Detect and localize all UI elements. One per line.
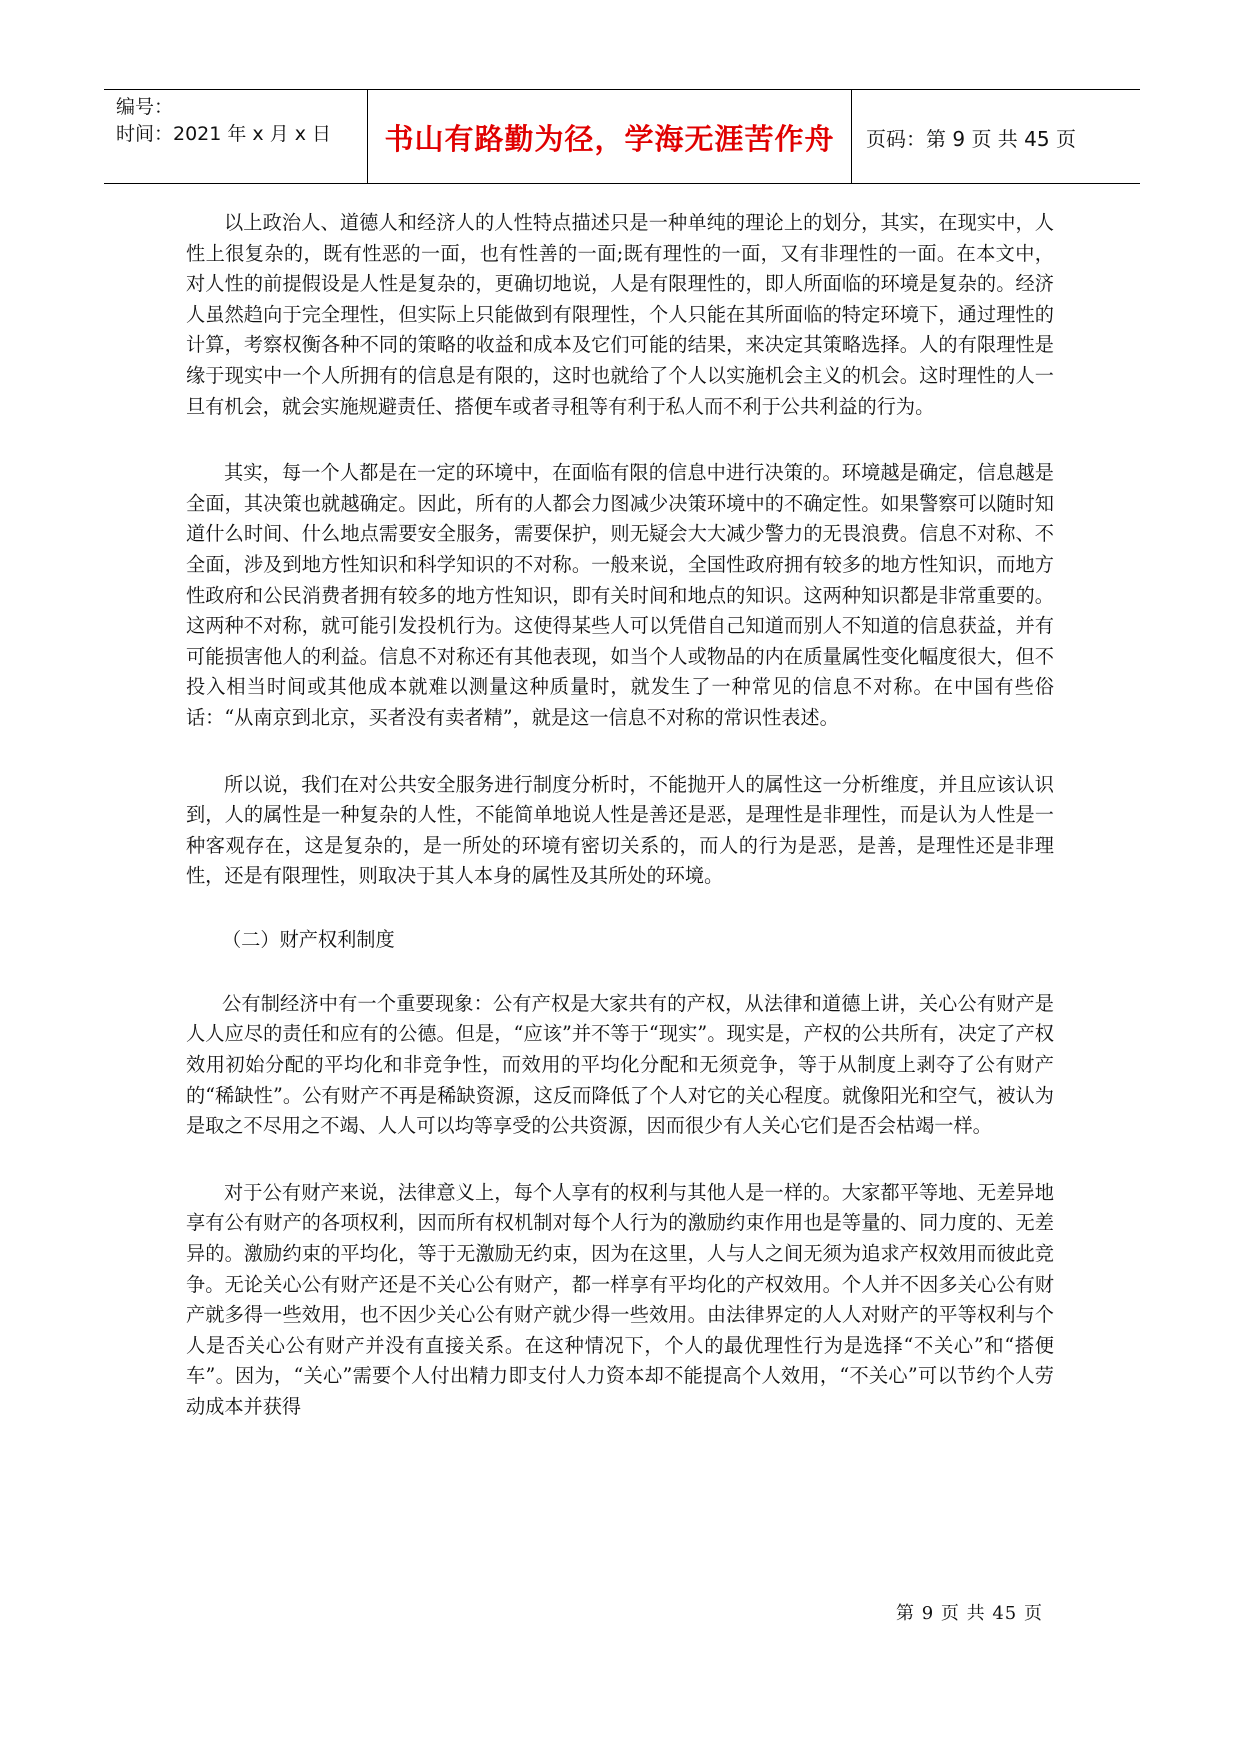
- paragraph-institutional-analysis: 所以说，我们在对公共安全服务进行制度分析时，不能抛开人的属性这一分析维度，并且应该认识到，人的属性是一种复杂的人性，不能简单地说人性是善还是恶，是理性是非理性，而是认为人性是一种客观存在，这是复杂的，是一所处的环境有密切关系的，而人的行为是恶，是善，是理性还是非理性，还是有限理性，则取决于其人本身的属性及其所处的环境。: [186, 772, 1054, 888]
- header-meta-cell: [104, 90, 368, 183]
- page-header: [104, 89, 1140, 184]
- paragraph-information-asymmetry: 其实，每一个人都是在一定的环境中，在面临有限的信息中进行决策的。环境越是确定，信息越是全面，其决策也就越确定。因此，所有的人都会力图减少决策环境中的不确定性。如果警察可以随时知道什么时间、什么地点需要安全服务，需要保护，则无疑会大大减少警力的无畏浪费。信息不对称、不全面，涉及到地方性知识和科学知识的不对称。一般来说，全国性政府拥有较多的地方性知识，而地方性政府和公民消费者拥有较多的地方性知识，即有关时间和地点的知识。这两种知识都是非常重要的。这两种不对称，就可能引发投机行为。这使得某些人可以凭借自己知道而别人不知道的信息获益，并有可能损害他人的利益。信息不对称还有其他表现，如当个人或物品的内在质量属性变化幅度很大，但不投入相当时间或其他成本就难以测量这种质量时，就发生了一种常见的信息不对称。在中国有些俗话：“从南京到北京，买者没有卖者精”，就是这一信息不对称的常识性表述。: [186, 461, 1054, 729]
- paragraph-public-ownership: 公有制经济中有一个重要现象：公有产权是大家共有的产权，从法律和道德上讲，关心公有财产是人人应尽的责任和应有的公德。但是，“应该”并不等于“现实”。现实是，产权的公共所有，决定了产权效用初始分配的平均化和非竞争性，而效用的平均化分配和无须竞争，等于从制度上剥夺了公有财产的“稀缺性”。公有财产不再是稀缺资源，这反而降低了个人对它的关心程度。就像阳光和空气，被认为是取之不尽用之不竭、人人可以均等享受的公共资源，因而很少有人关心它们是否会枯竭一样。: [186, 991, 1054, 1138]
- header-motto-cell: [368, 90, 852, 183]
- header-page-info: 页码：第 9 页 共 45 页: [866, 127, 1076, 151]
- motto-text: 书山有路勤为径，学海无涯苦作舟: [384, 122, 835, 156]
- document-time-label: 时间：2021 年 x 月 x 日: [116, 123, 332, 145]
- header-page-cell: [852, 90, 1140, 183]
- paragraph-equal-rights: 对于公有财产来说，法律意义上，每个人享有的权利与其他人是一样的。大家都平等地、无差异地享有公有财产的各项权利，因而所有权机制对每个人行为的激励约束作用也是等量的、同力度的、无差异的。激励约束的平均化，等于无激励无约束，因为在这里，人与人之间无须为追求产权效用而彼此竞争。无论关心公有财产还是不关心公有财产，都一样享有平均化的产权效用。个人并不因多关心公有财产就多得一些效用，也不因少关心公有财产就少得一些效用。由法律界定的人人对财产的平等权利与个人是否关心公有财产并没有直接关系。在这种情况下，个人的最优理性行为是选择“不关心”和“搭便车”。因为，“关心”需要个人付出精力即支付人力资本却不能提高个人效用，“不关心”可以节约个人劳动成本并获得: [186, 1180, 1054, 1418]
- paragraph-human-nature: 以上政治人、道德人和经济人的人性特点描述只是一种单纯的理论上的划分，其实，在现实中，人性上很复杂的，既有性恶的一面，也有性善的一面;既有理性的一面，又有非理性的一面。在本文中，对人性的前提假设是人性是复杂的，更确切地说，人是有限理性的，即人所面临的环境是复杂的。经济人虽然趋向于完全理性，但实际上只能做到有限理性，个人只能在其所面临的特定环境下，通过理性的计算，考察权衡各种不同的策略的收益和成本及它们可能的结果，来决定其策略选择。人的有限理性是缘于现实中一个人所拥有的信息是有限的，这时也就给了个人以实施机会主义的机会。这时理性的人一旦有机会，就会实施规避责任、搭便车或者寻租等有利于私人而不利于公共利益的行为。: [186, 211, 1054, 418]
- page-footer-number: 第 9 页 共 45 页: [896, 1603, 1043, 1624]
- section-heading-property-rights: （二）财产权利制度: [222, 927, 395, 951]
- document-body: [186, 208, 1054, 1423]
- document-number-label: 编号：: [116, 96, 174, 118]
